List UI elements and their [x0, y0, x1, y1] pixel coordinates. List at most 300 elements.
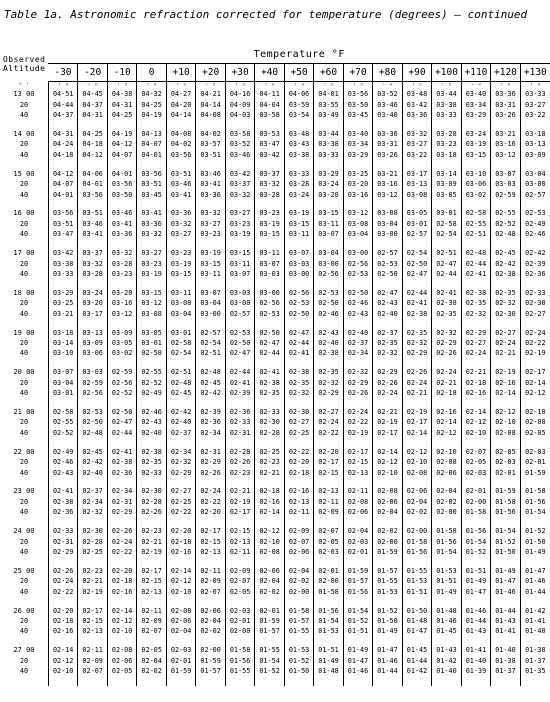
refraction-value-cell: 02-48 — [196, 368, 225, 378]
temperature-header-cell: +30 — [225, 64, 254, 82]
refraction-value-cell: 02-32 — [461, 309, 490, 319]
refraction-value-cell: 04-07 — [107, 151, 136, 161]
refraction-value-cell: 03-36 — [373, 130, 402, 140]
refraction-value-cell: 02-11 — [314, 498, 343, 508]
refraction-value-cell: 03-00 — [373, 230, 402, 240]
temperature-header-cell: +90 — [402, 64, 431, 82]
altitude-group — [0, 130, 550, 170]
refraction-value-cell: 02-56 — [343, 259, 372, 269]
refraction-value-cell: 02-08 — [402, 468, 431, 478]
refraction-value-cell: 01-58 — [491, 498, 520, 508]
group-spacer — [0, 479, 550, 488]
refraction-value-cell: 02-12 — [402, 447, 431, 457]
refraction-value-cell: 03-06 — [78, 349, 107, 359]
refraction-value-cell: 02-46 — [48, 458, 77, 468]
refraction-value-cell: 01-47 — [343, 657, 372, 667]
table-row — [0, 169, 550, 179]
refraction-value-cell: 02-42 — [166, 408, 195, 418]
refraction-value-cell: 02-01 — [461, 487, 490, 497]
refraction-value-cell: 02-43 — [373, 299, 402, 309]
refraction-value-cell: 03-51 — [166, 169, 195, 179]
refraction-value-cell: 03-23 — [225, 220, 254, 230]
refraction-value-cell: 02-17 — [314, 458, 343, 468]
table-row — [0, 111, 550, 121]
refraction-value-cell: 01-57 — [284, 617, 313, 627]
refraction-value-cell: 03-01 — [166, 328, 195, 338]
refraction-value-cell: 04-51 — [48, 90, 77, 100]
unit-cell: ' " — [196, 82, 225, 91]
refraction-value-cell: 02-04 — [166, 627, 195, 637]
refraction-value-cell: 02-43 — [48, 468, 77, 478]
refraction-value-cell: 03-04 — [314, 249, 343, 259]
refraction-value-cell: 01-56 — [461, 527, 490, 537]
refraction-value-cell: 02-06 — [166, 617, 195, 627]
refraction-value-cell: 02-19 — [491, 368, 520, 378]
refraction-value-cell: 01-45 — [402, 646, 431, 656]
table-row — [0, 646, 550, 656]
table-title: Table 1a. Astronomic refraction corrected for temperature (degrees) — continued — [4, 8, 528, 21]
refraction-value-cell: 02-21 — [373, 408, 402, 418]
refraction-value-cell: 02-24 — [402, 378, 431, 388]
table-row — [0, 190, 550, 200]
refraction-value-cell: 03-36 — [491, 90, 520, 100]
group-spacer — [0, 240, 550, 249]
refraction-value-cell: 03-11 — [196, 270, 225, 280]
refraction-value-cell: 01-56 — [491, 508, 520, 518]
refraction-value-cell: 01-59 — [491, 487, 520, 497]
refraction-value-cell: 01-58 — [284, 606, 313, 616]
refraction-value-cell: 02-29 — [402, 349, 431, 359]
refraction-value-cell: 02-55 — [137, 368, 166, 378]
refraction-value-cell: 02-36 — [196, 418, 225, 428]
refraction-value-cell: 04-31 — [48, 130, 77, 140]
altitude-degree-cell: 19 00 — [13, 328, 35, 337]
refraction-value-cell: 03-07 — [48, 368, 77, 378]
altitude-minute-cell: 20 — [19, 100, 29, 109]
refraction-value-cell: 04-24 — [48, 140, 77, 150]
refraction-value-cell: 01-57 — [196, 667, 225, 677]
refraction-value-cell: 02-13 — [225, 537, 254, 547]
refraction-value-cell: 02-24 — [48, 577, 77, 587]
altitude-minute-cell: 20 — [19, 577, 29, 586]
units-row — [0, 82, 550, 91]
refraction-value-cell: 02-23 — [137, 527, 166, 537]
refraction-value-cell: 03-24 — [461, 130, 490, 140]
temperature-header-cell: +50 — [284, 64, 313, 82]
refraction-value-cell: 03-07 — [284, 249, 313, 259]
unit-cell: ° ' — [18, 82, 30, 90]
refraction-value-cell: 03-21 — [373, 169, 402, 179]
refraction-value-cell: 02-54 — [196, 339, 225, 349]
corner-label-line2: Altitude — [2, 63, 46, 73]
refraction-value-cell: 04-02 — [196, 130, 225, 140]
refraction-value-cell: 01-57 — [343, 577, 372, 587]
refraction-value-cell: 03-18 — [520, 130, 550, 140]
refraction-value-cell: 02-40 — [166, 418, 195, 428]
refraction-value-cell: 03-41 — [78, 230, 107, 240]
refraction-value-cell: 03-38 — [48, 259, 77, 269]
refraction-value-cell: 02-32 — [402, 339, 431, 349]
refraction-value-cell: 02-45 — [196, 378, 225, 388]
unit-cell: ' " — [373, 82, 402, 91]
refraction-value-cell: 03-38 — [314, 140, 343, 150]
refraction-value-cell: 02-45 — [491, 249, 520, 259]
refraction-value-cell: 03-19 — [255, 220, 284, 230]
refraction-value-cell: 01-54 — [343, 606, 372, 616]
refraction-value-cell: 03-04 — [166, 309, 195, 319]
refraction-value-cell: 03-41 — [107, 220, 136, 230]
refraction-value-cell: 03-13 — [520, 140, 550, 150]
refraction-value-cell: 03-32 — [255, 180, 284, 190]
refraction-value-cell: 02-14 — [166, 567, 195, 577]
refraction-value-cell: 02-11 — [225, 548, 254, 558]
altitude-minute-cell: 20 — [19, 140, 29, 149]
refraction-value-cell: 04-04 — [255, 100, 284, 110]
refraction-value-cell: 04-14 — [166, 111, 195, 121]
refraction-value-cell: 04-13 — [137, 130, 166, 140]
refraction-value-cell: 02-48 — [166, 378, 195, 388]
table-row — [0, 230, 550, 240]
refraction-value-cell: 01-46 — [520, 577, 550, 587]
refraction-value-cell: 02-50 — [255, 328, 284, 338]
refraction-value-cell: 02-07 — [314, 527, 343, 537]
refraction-value-cell: 02-15 — [137, 577, 166, 587]
refraction-value-cell: 02-12 — [461, 418, 490, 428]
table-row — [0, 289, 550, 299]
refraction-value-cell: 02-09 — [284, 527, 313, 537]
refraction-value-cell: 01-49 — [314, 657, 343, 667]
refraction-value-cell: 03-07 — [314, 230, 343, 240]
refraction-value-cell: 01-38 — [491, 657, 520, 667]
refraction-value-cell: 01-52 — [520, 527, 550, 537]
refraction-value-cell: 02-47 — [402, 270, 431, 280]
refraction-value-cell: 02-53 — [284, 299, 313, 309]
altitude-minute-cell: 40 — [19, 309, 29, 318]
refraction-value-cell: 02-27 — [461, 339, 490, 349]
refraction-value-cell: 03-36 — [196, 190, 225, 200]
refraction-value-cell: 02-36 — [520, 270, 550, 280]
unit-cell: ' " — [166, 82, 195, 91]
table-row — [0, 339, 550, 349]
refraction-value-cell: 02-21 — [137, 537, 166, 547]
refraction-value-cell: 03-27 — [137, 249, 166, 259]
temperature-header-cell: +100 — [432, 64, 461, 82]
refraction-value-cell: 04-45 — [78, 90, 107, 100]
refraction-value-cell: 01-53 — [373, 587, 402, 597]
refraction-value-cell: 03-27 — [225, 209, 254, 219]
refraction-value-cell: 03-40 — [343, 130, 372, 140]
refraction-value-cell: 01-41 — [520, 617, 550, 627]
refraction-value-cell: 02-51 — [196, 349, 225, 359]
refraction-value-cell: 02-27 — [284, 418, 313, 428]
refraction-value-cell: 03-17 — [78, 309, 107, 319]
refraction-value-cell: 02-10 — [373, 468, 402, 478]
refraction-value-cell: 02-24 — [373, 389, 402, 399]
refraction-value-cell: 03-46 — [373, 100, 402, 110]
refraction-value-cell: 02-30 — [255, 418, 284, 428]
group-spacer — [0, 598, 550, 607]
refraction-value-cell: 01-59 — [343, 567, 372, 577]
refraction-value-cell: 02-38 — [402, 309, 431, 319]
refraction-value-cell: 02-09 — [137, 617, 166, 627]
refraction-value-cell: 03-38 — [284, 151, 313, 161]
refraction-value-cell: 01-56 — [314, 606, 343, 616]
refraction-value-cell: 02-20 — [314, 447, 343, 457]
refraction-value-cell: 03-19 — [284, 209, 313, 219]
refraction-value-cell: 02-03 — [166, 646, 195, 656]
refraction-value-cell: 03-19 — [225, 230, 254, 240]
refraction-value-cell: 02-29 — [432, 339, 461, 349]
refraction-value-cell: 02-11 — [137, 606, 166, 616]
refraction-value-cell: 03-01 — [432, 209, 461, 219]
table-row — [0, 537, 550, 547]
refraction-value-cell: 02-52 — [48, 429, 77, 439]
refraction-value-cell: 03-01 — [402, 220, 431, 230]
refraction-value-cell: 03-23 — [166, 249, 195, 259]
altitude-minute-cell: 20 — [19, 219, 29, 228]
refraction-value-cell: 02-36 — [48, 508, 77, 518]
refraction-value-cell: 02-13 — [78, 627, 107, 637]
refraction-value-cell: 02-16 — [461, 389, 490, 399]
temperature-header-cell: +10 — [166, 64, 195, 82]
refraction-value-cell: 03-23 — [137, 259, 166, 269]
refraction-value-cell: 02-27 — [491, 328, 520, 338]
refraction-value-cell: 02-10 — [48, 667, 77, 677]
refraction-value-cell: 02-18 — [255, 487, 284, 497]
refraction-value-cell: 02-54 — [402, 249, 431, 259]
refraction-value-cell: 01-52 — [284, 657, 313, 667]
refraction-value-cell: 01-55 — [373, 577, 402, 587]
refraction-value-cell: 02-39 — [520, 259, 550, 269]
refraction-value-cell: 03-18 — [48, 328, 77, 338]
refraction-value-cell: 03-51 — [137, 180, 166, 190]
refraction-value-cell: 01-49 — [373, 627, 402, 637]
refraction-value-cell: 03-28 — [78, 270, 107, 280]
refraction-value-cell: 02-57 — [373, 249, 402, 259]
refraction-value-cell: 02-02 — [373, 527, 402, 537]
refraction-value-cell: 03-00 — [343, 249, 372, 259]
refraction-value-cell: 01-41 — [461, 646, 490, 656]
refraction-value-cell: 03-19 — [196, 249, 225, 259]
refraction-value-cell: 03-47 — [48, 230, 77, 240]
refraction-value-cell: 03-52 — [373, 90, 402, 100]
refraction-value-cell: 02-40 — [373, 309, 402, 319]
refraction-value-cell: 02-10 — [166, 587, 195, 597]
refraction-value-cell: 03-29 — [461, 111, 490, 121]
refraction-value-cell: 02-06 — [373, 498, 402, 508]
refraction-value-cell: 02-00 — [461, 498, 490, 508]
refraction-value-cell: 02-53 — [225, 328, 254, 338]
refraction-value-cell: 02-07 — [461, 447, 490, 457]
refraction-value-cell: 03-11 — [255, 249, 284, 259]
refraction-value-cell: 02-47 — [225, 349, 254, 359]
refraction-value-cell: 03-09 — [432, 180, 461, 190]
refraction-value-cell: 02-44 — [107, 429, 136, 439]
refraction-value-cell: 02-56 — [255, 299, 284, 309]
refraction-value-cell: 02-32 — [432, 328, 461, 338]
refraction-value-cell: 03-56 — [166, 151, 195, 161]
refraction-value-cell: 04-38 — [107, 90, 136, 100]
refraction-value-cell: 02-25 — [78, 548, 107, 558]
table-row — [0, 429, 550, 439]
refraction-value-cell: 02-37 — [78, 487, 107, 497]
refraction-value-cell: 02-41 — [48, 487, 77, 497]
altitude-minute-cell: 20 — [19, 339, 29, 348]
refraction-value-cell: 02-40 — [314, 339, 343, 349]
altitude-degree-cell: 27 00 — [13, 646, 35, 655]
refraction-value-cell: 02-24 — [461, 349, 490, 359]
refraction-value-cell: 02-16 — [491, 378, 520, 388]
refraction-value-cell: 02-17 — [343, 447, 372, 457]
altitude-minute-cell: 40 — [19, 548, 29, 557]
refraction-value-cell: 01-40 — [491, 646, 520, 656]
refraction-value-cell: 02-58 — [166, 339, 195, 349]
refraction-value-cell: 02-03 — [314, 548, 343, 558]
refraction-value-cell: 04-03 — [225, 111, 254, 121]
refraction-value-cell: 03-32 — [78, 259, 107, 269]
refraction-value-cell: 02-13 — [314, 487, 343, 497]
refraction-value-cell: 02-35 — [284, 378, 313, 388]
refraction-value-cell: 02-41 — [225, 378, 254, 388]
refraction-value-cell: 04-25 — [107, 111, 136, 121]
refraction-value-cell: 03-27 — [402, 140, 431, 150]
altitude-minute-cell: 20 — [19, 656, 29, 665]
refraction-value-cell: 02-06 — [402, 487, 431, 497]
table-row — [0, 606, 550, 616]
refraction-value-cell: 02-11 — [343, 487, 372, 497]
altitude-minute-cell: 40 — [19, 587, 29, 596]
refraction-value-cell: 02-07 — [225, 577, 254, 587]
refraction-value-cell: 01-56 — [432, 537, 461, 547]
refraction-value-cell: 02-12 — [373, 458, 402, 468]
refraction-value-cell: 02-22 — [284, 447, 313, 457]
refraction-value-cell: 03-10 — [48, 349, 77, 359]
altitude-degree-cell: 17 00 — [13, 249, 35, 258]
refraction-value-cell: 02-34 — [78, 498, 107, 508]
altitude-degree-cell: 14 00 — [13, 130, 35, 139]
refraction-value-cell: 02-18 — [284, 468, 313, 478]
refraction-value-cell: 04-20 — [166, 100, 195, 110]
unit-cell: ' " — [255, 82, 284, 91]
refraction-value-cell: 02-17 — [225, 508, 254, 518]
refraction-value-cell: 03-46 — [166, 180, 195, 190]
refraction-value-cell: 02-12 — [520, 389, 550, 399]
refraction-value-cell: 02-26 — [107, 527, 136, 537]
refraction-value-cell: 02-43 — [137, 418, 166, 428]
refraction-value-cell: 04-06 — [78, 169, 107, 179]
temperature-header-cell: -20 — [78, 64, 107, 82]
table-row — [0, 617, 550, 627]
refraction-value-cell: 02-29 — [461, 328, 490, 338]
refraction-value-cell: 03-33 — [284, 169, 313, 179]
refraction-value-cell: 03-00 — [255, 289, 284, 299]
refraction-value-cell: 02-53 — [520, 209, 550, 219]
refraction-value-cell: 04-01 — [314, 90, 343, 100]
refraction-value-cell: 02-54 — [166, 349, 195, 359]
refraction-value-cell: 02-14 — [255, 508, 284, 518]
refraction-value-cell: 03-46 — [78, 220, 107, 230]
table-row — [0, 180, 550, 190]
refraction-value-cell: 01-37 — [520, 657, 550, 667]
altitude-group — [0, 527, 550, 567]
refraction-value-cell: 03-44 — [432, 90, 461, 100]
table-row — [0, 577, 550, 587]
refraction-value-cell: 01-45 — [432, 627, 461, 637]
table-row — [0, 567, 550, 577]
refraction-value-cell: 01-59 — [166, 667, 195, 677]
unit-cell: ' " — [284, 82, 313, 91]
refraction-value-cell: 02-19 — [343, 429, 372, 439]
refraction-value-cell: 02-33 — [225, 418, 254, 428]
refraction-value-cell: 02-24 — [432, 368, 461, 378]
table-row — [0, 458, 550, 468]
altitude-group — [0, 487, 550, 527]
refraction-value-cell: 02-41 — [461, 270, 490, 280]
refraction-value-cell: 02-30 — [520, 299, 550, 309]
refraction-value-cell: 01-59 — [255, 617, 284, 627]
altitude-minute-cell: 40 — [19, 349, 29, 358]
table-row — [0, 140, 550, 150]
refraction-value-cell: 02-00 — [402, 527, 431, 537]
refraction-value-cell: 01-57 — [255, 627, 284, 637]
refraction-value-cell: 01-47 — [491, 577, 520, 587]
refraction-value-cell: 01-49 — [343, 646, 372, 656]
refraction-value-cell: 01-50 — [373, 617, 402, 627]
refraction-value-cell: 03-41 — [166, 190, 195, 200]
refraction-value-cell: 02-06 — [107, 657, 136, 667]
refraction-value-cell: 03-34 — [461, 100, 490, 110]
refraction-value-cell: 02-50 — [284, 309, 313, 319]
refraction-value-cell: 04-18 — [78, 140, 107, 150]
refraction-value-cell: 02-18 — [432, 389, 461, 399]
refraction-value-cell: 01-51 — [432, 577, 461, 587]
refraction-value-cell: 02-21 — [255, 468, 284, 478]
refraction-value-cell: 02-08 — [520, 418, 550, 428]
refraction-value-cell: 02-11 — [196, 567, 225, 577]
table-row — [0, 527, 550, 537]
refraction-value-cell: 01-46 — [461, 606, 490, 616]
refraction-value-cell: 01-44 — [373, 667, 402, 677]
refraction-value-cell: 01-50 — [520, 537, 550, 547]
refraction-value-cell: 03-03 — [284, 259, 313, 269]
refraction-value-cell: 02-17 — [373, 429, 402, 439]
refraction-value-cell: 04-01 — [107, 169, 136, 179]
refraction-value-cell: 02-54 — [432, 230, 461, 240]
header-title-row — [0, 46, 550, 64]
refraction-value-cell: 02-55 — [461, 220, 490, 230]
refraction-value-cell: 02-28 — [137, 498, 166, 508]
altitude-group — [0, 646, 550, 686]
refraction-value-cell: 01-49 — [520, 548, 550, 558]
refraction-value-cell: 01-59 — [520, 468, 550, 478]
refraction-value-cell: 02-38 — [314, 349, 343, 359]
refraction-value-cell: 02-41 — [107, 447, 136, 457]
refraction-value-cell: 01-47 — [520, 567, 550, 577]
refraction-value-cell: 01-46 — [343, 667, 372, 677]
refraction-value-cell: 04-08 — [196, 111, 225, 121]
refraction-value-cell: 02-57 — [225, 309, 254, 319]
refraction-value-cell: 02-01 — [314, 567, 343, 577]
group-spacer — [0, 677, 550, 686]
refraction-value-cell: 02-49 — [48, 447, 77, 457]
refraction-value-cell: 01-53 — [432, 567, 461, 577]
refraction-value-cell: 02-27 — [166, 487, 195, 497]
altitude-minute-cell: 20 — [19, 180, 29, 189]
refraction-value-cell: 01-47 — [461, 587, 490, 597]
table-row — [0, 378, 550, 388]
refraction-value-cell: 03-15 — [225, 249, 254, 259]
refraction-value-cell: 02-42 — [491, 259, 520, 269]
